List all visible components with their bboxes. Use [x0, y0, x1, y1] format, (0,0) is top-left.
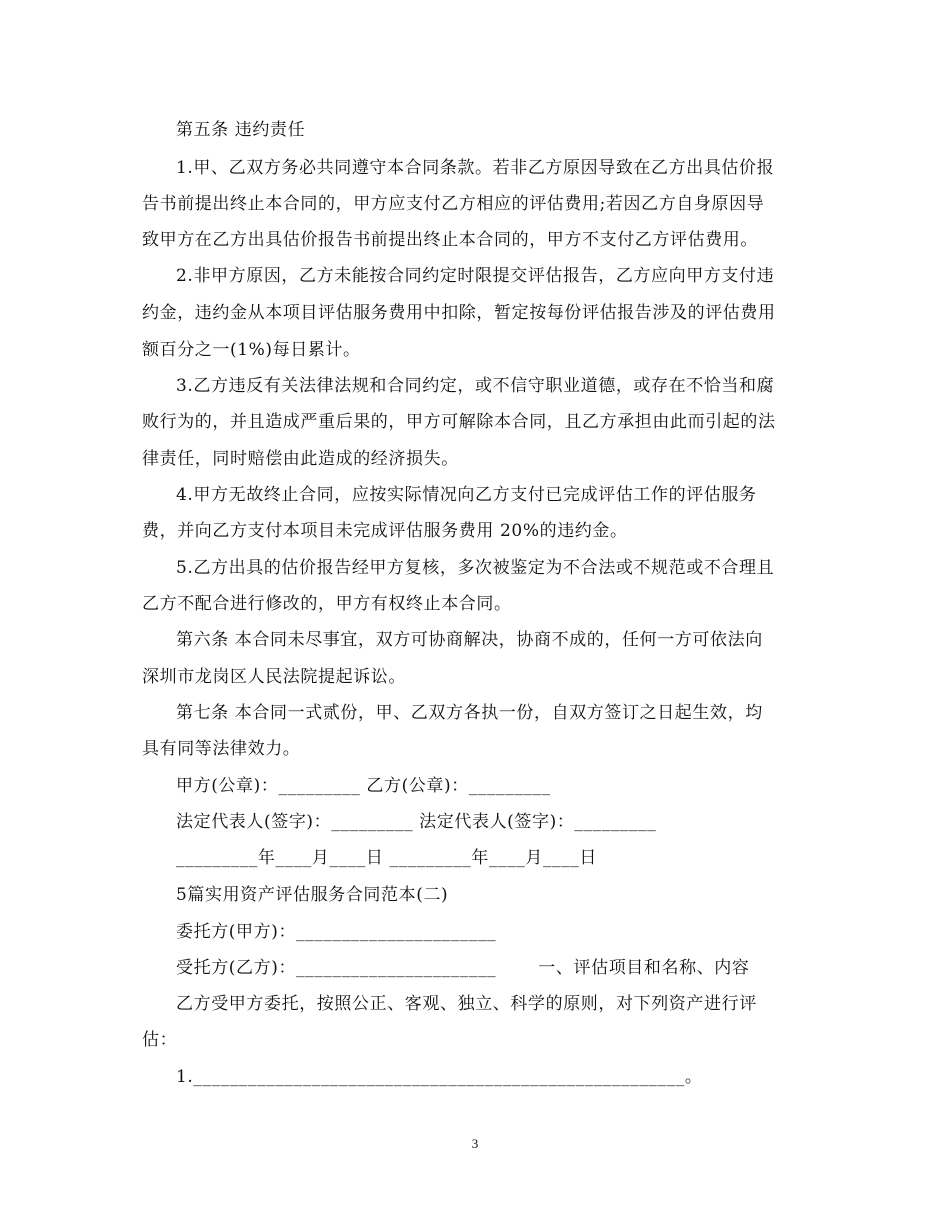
- paragraph-line: 乙方不配合进行修改的，甲方有权终止本合同。: [142, 594, 512, 614]
- contractor-field-line: 受托方(乙方)：______________________ 一、评估项目和名称、内容: [176, 958, 750, 978]
- paragraph-line: 深圳市龙岗区人民法院提起诉讼。: [142, 667, 406, 687]
- paragraph-line: 3.乙方违反有关法律法规和合同约定，或不信守职业道德，或存在不恰当和腐: [176, 376, 775, 396]
- paragraph-line: 致甲方在乙方出具估价报告书前提出终止本合同的，甲方不支付乙方评估费用。: [142, 230, 758, 250]
- paragraph-line: 告书前提出终止本合同的，甲方应支付乙方相应的评估费用;若因乙方自身原因导: [142, 194, 765, 214]
- paragraph-line: 估：: [142, 1030, 178, 1050]
- paragraph-line: 第六条 本合同未尽事宜，双方可协商解决，协商不成的，任何一方可依法向: [176, 630, 763, 650]
- signature-line-representative: 法定代表人(签字)：_________ 法定代表人(签字)：_________: [176, 812, 657, 832]
- signature-line-seal: 甲方(公章)：_________ 乙方(公章)：_________: [176, 776, 551, 796]
- signature-line-date: _________年____月____日 _________年____月____日: [176, 848, 598, 868]
- paragraph-line: 额百分之一(1%)每日累计。: [142, 340, 361, 360]
- paragraph-line: 约金，违约金从本项目评估服务费用中扣除，暂定按每份评估报告涉及的评估费用: [142, 303, 776, 323]
- paragraph-line: 乙方受甲方委托，按照公正、客观、独立、科学的原则，对下列资产进行评: [176, 994, 757, 1014]
- paragraph-line: 第七条 本合同一式贰份，甲、乙双方各执一份，自双方签订之日起生效，均: [176, 703, 763, 723]
- section-heading-article-5: 第五条 违约责任: [176, 120, 306, 140]
- paragraph-line: 败行为的，并且造成严重后果的，甲方可解除本合同，且乙方承担由此而引起的法: [142, 412, 776, 432]
- contract-subtitle: 5篇实用资产评估服务合同范本(二): [176, 885, 449, 905]
- paragraph-line: 具有同等法律效力。: [142, 739, 301, 759]
- page-number: 3: [471, 1136, 479, 1151]
- paragraph-line: 2.非甲方原因，乙方未能按合同约定时限提交评估报告，乙方应向甲方支付违: [176, 266, 775, 286]
- paragraph-line: 5.乙方出具的估价报告经甲方复核，多次被鉴定为不合法或不规范或不合理且: [176, 558, 775, 578]
- paragraph-line: 律责任，同时赔偿由此造成的经济损失。: [142, 449, 459, 469]
- client-field-line: 委托方(甲方)：______________________: [176, 922, 497, 942]
- paragraph-line: 1.甲、乙双方务必共同遵守本合同条款。若非乙方原因导致在乙方出具估价报: [176, 158, 775, 178]
- paragraph-line: 4.甲方无故终止合同，应按实际情况向乙方支付已完成评估工作的评估服务: [176, 485, 757, 505]
- paragraph-line: 费，并向乙方支付本项目未完成评估服务费用 20%的违约金。: [142, 521, 628, 541]
- item-1-blank-line: 1.______________________________________________________。: [176, 1067, 703, 1087]
